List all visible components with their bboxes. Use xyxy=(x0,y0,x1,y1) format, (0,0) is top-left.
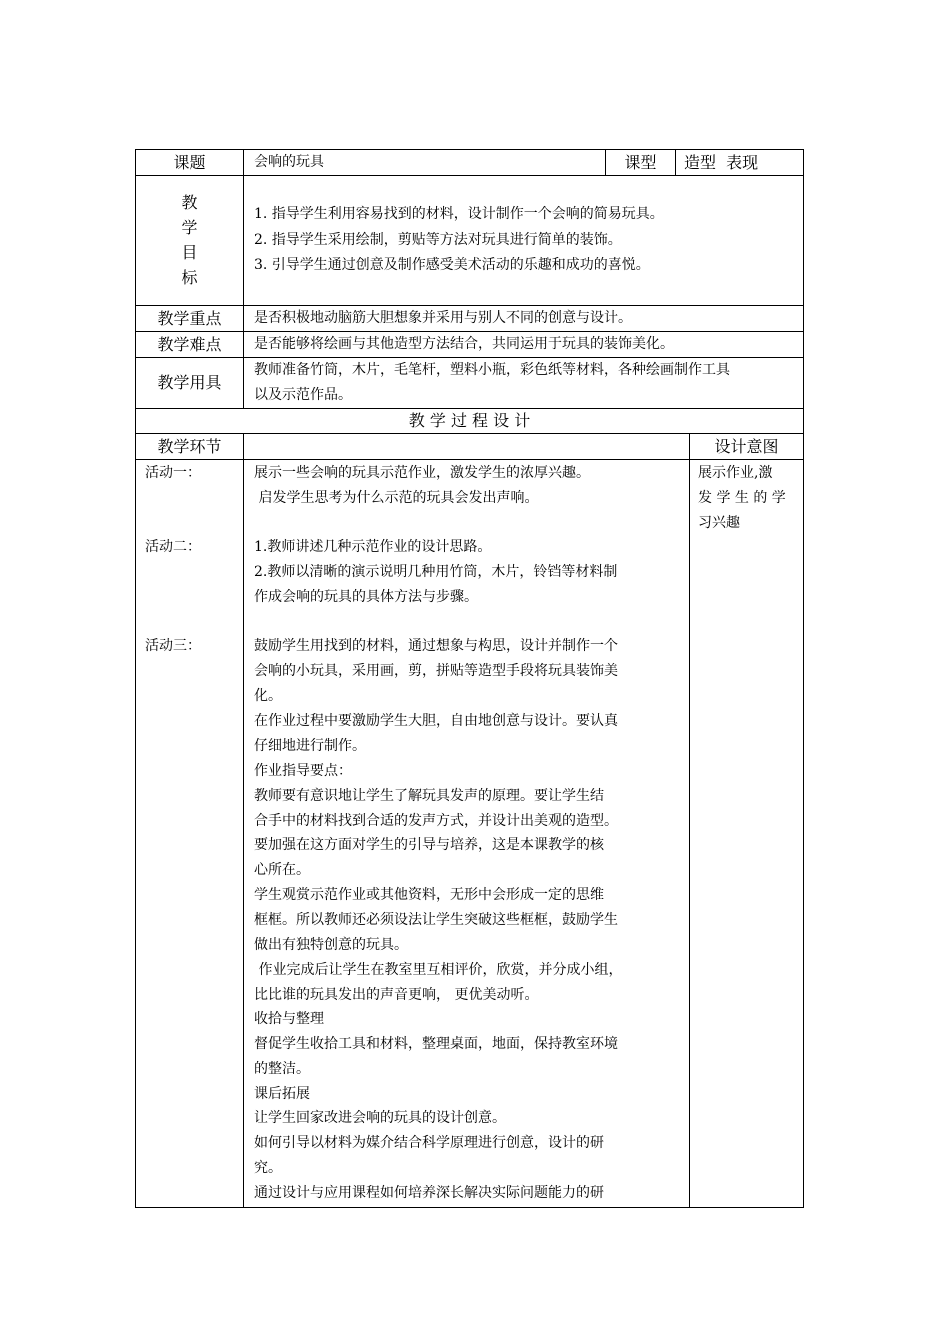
rule xyxy=(243,149,244,408)
process-line: 通过设计与应用课程如何培养深长解决实际问题能力的研 xyxy=(254,1185,604,1201)
process-line: 合手中的材料找到合适的发声方式，并设计出美观的造型。 xyxy=(254,813,618,829)
intent-column-header: 设计意图 xyxy=(714,437,779,456)
key-point-value: 是否积极地动脑筋大胆想象并采用与别人不同的创意与设计。 xyxy=(254,310,632,326)
process-line: 展示一些会响的玩具示范作业，激发学生的浓厚兴趣。 xyxy=(254,465,590,481)
activity-label: 活动二： xyxy=(145,539,201,555)
process-line: 1.教师讲述几种示范作业的设计思路。 xyxy=(254,539,492,555)
key-point-label: 教学重点 xyxy=(157,309,222,328)
objective-item: 3. 引导学生通过创意及制作感受美术活动的乐趣和成功的喜悦。 xyxy=(254,257,650,273)
process-line: 做出有独特创意的玩具。 xyxy=(254,937,408,953)
materials-line: 以及示范作品。 xyxy=(254,387,352,403)
objectives-label xyxy=(136,190,243,290)
process-line: 让学生回家改进会响的玩具的设计创意。 xyxy=(254,1110,506,1126)
process-line: 课后拓展 xyxy=(254,1086,310,1102)
process-line: 作业指导要点： xyxy=(254,763,352,779)
process-line: 启发学生思考为什么示范的玩具会发出声响。 xyxy=(254,490,539,506)
intent-line: 习兴趣 xyxy=(698,515,740,531)
process-line: 的整洁。 xyxy=(254,1061,310,1077)
rule xyxy=(135,459,804,460)
process-line: 在作业过程中要激励学生大胆，自由地创意与设计。要认真 xyxy=(254,713,618,729)
process-line: 学生观赏示范作业或其他资料，无形中会形成一定的思维 xyxy=(254,887,604,903)
process-line: 化。 xyxy=(254,688,282,704)
process-line: 要加强在这方面对学生的引导与培养，这是本课教学的核 xyxy=(254,837,604,853)
objectives-label-char: 标 xyxy=(181,268,198,287)
rule xyxy=(135,175,804,176)
difficulty-label: 教学难点 xyxy=(157,335,222,354)
stage-column-header: 教学环节 xyxy=(157,437,222,456)
rule xyxy=(675,149,676,176)
objective-item: 1. 指导学生利用容易找到的材料，设计制作一个会响的简易玩具。 xyxy=(254,206,664,222)
process-line: 教师要有意识地让学生了解玩具发声的原理。要让学生结 xyxy=(254,788,604,804)
rule xyxy=(243,433,244,1208)
materials-line: 教师准备竹筒，木片，毛笔杆，塑料小瓶，彩色纸等材料，各种绘画制作工具 xyxy=(254,362,730,378)
process-line: 会响的小玩具，采用画，剪，拼贴等造型手段将玩具装饰美 xyxy=(254,663,618,679)
process-line: 框框。所以教师还必须设法让学生突破这些框框，鼓励学生 xyxy=(254,912,618,928)
process-line: 仔细地进行制作。 xyxy=(254,738,366,754)
process-line: 督促学生收拾工具和材料，整理桌面，地面，保持教室环境 xyxy=(254,1036,618,1052)
activity-label: 活动三： xyxy=(145,638,201,654)
process-line: 比比谁的玩具发出的声音更响， 更优美动听。 xyxy=(254,987,539,1003)
objectives-label-char: 教 xyxy=(181,193,198,212)
type-value: 造型 表现 xyxy=(684,153,759,172)
type-label: 课型 xyxy=(624,153,657,172)
process-line: 鼓励学生用找到的材料，通过想象与构思，设计并制作一个 xyxy=(254,638,618,654)
objectives-label-char: 学 xyxy=(181,218,198,237)
rule xyxy=(803,149,804,1208)
process-line: 作成会响的玩具的具体方法与步骤。 xyxy=(254,589,478,605)
topic-label: 课题 xyxy=(173,153,206,172)
materials-label: 教学用具 xyxy=(157,373,222,392)
rule xyxy=(135,1207,804,1208)
process-title: 教 学 过 程 设 计 xyxy=(408,411,531,430)
intent-line: 展示作业,激 xyxy=(698,465,773,481)
intent-line: 发 学 生 的 学 xyxy=(698,490,786,506)
process-line: 作业完成后让学生在教室里互相评价，欣赏，并分成小组， xyxy=(254,962,623,978)
process-line: 收拾与整理 xyxy=(254,1011,324,1027)
objectives-label-char: 目 xyxy=(181,243,198,262)
activity-label: 活动一： xyxy=(145,465,201,481)
process-line: 2.教师以清晰的演示说明几种用竹筒，木片，铃铛等材料制 xyxy=(254,564,618,580)
difficulty-value: 是否能够将绘画与其他造型方法结合，共同运用于玩具的装饰美化。 xyxy=(254,336,674,352)
process-line: 心所在。 xyxy=(254,862,310,878)
topic-value: 会响的玩具 xyxy=(254,154,324,170)
process-line: 究。 xyxy=(254,1160,282,1176)
objective-item: 2. 指导学生采用绘制，剪贴等方法对玩具进行简单的装饰。 xyxy=(254,232,622,248)
process-line: 如何引导以材料为媒介结合科学原理进行创意，设计的研 xyxy=(254,1135,604,1151)
rule xyxy=(689,433,690,1208)
